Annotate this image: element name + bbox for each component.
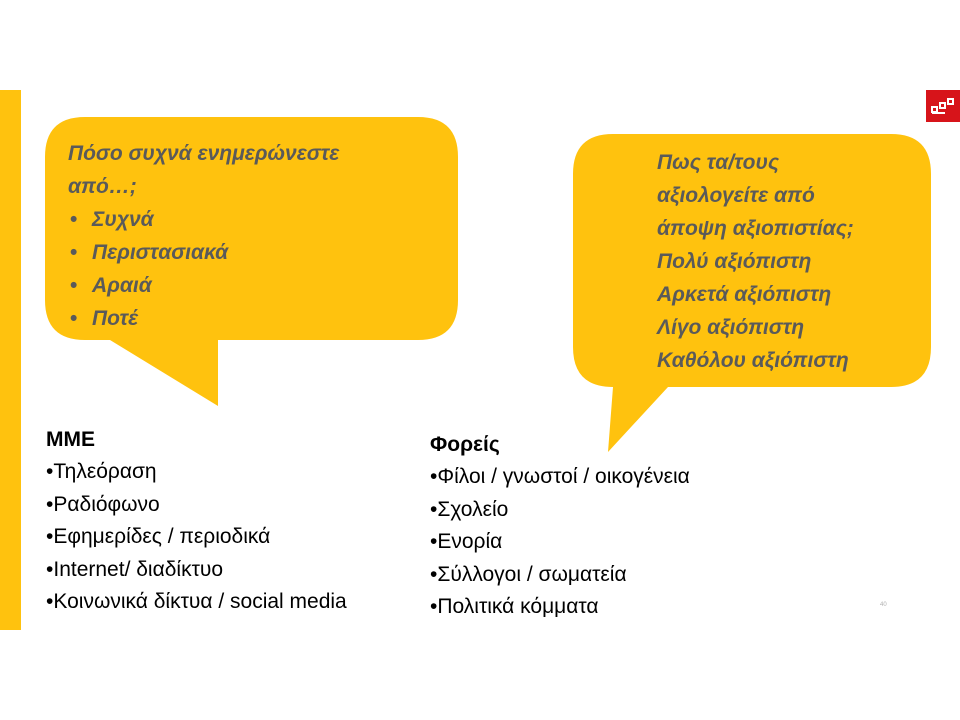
reliability-option: Αρκετά αξιόπιστη bbox=[657, 283, 832, 306]
media-list-block bbox=[46, 424, 347, 619]
agencies-list-item: • Ενορία bbox=[430, 526, 690, 559]
frequency-option: • Συχνά bbox=[68, 203, 339, 236]
frequency-option: • Αραιά bbox=[68, 269, 339, 302]
agencies-list-item: • Πολιτικά κόμματα bbox=[430, 591, 690, 624]
frequency-question-line1: Πόσο συχνά ενημερώνεστε bbox=[68, 142, 340, 165]
frequency-options-list bbox=[68, 203, 339, 335]
frequency-question-line2: από…; bbox=[68, 175, 137, 198]
reliability-line: Πως τα/τους bbox=[657, 151, 780, 174]
media-list-item: • Internet/ διαδίκτυο bbox=[46, 554, 347, 587]
agencies-list-item: • Σύλλογοι / σωματεία bbox=[430, 559, 690, 592]
frequency-question-block bbox=[68, 137, 339, 335]
media-list bbox=[46, 456, 347, 619]
agencies-list-block bbox=[430, 429, 690, 624]
reliability-question-block bbox=[657, 146, 854, 377]
reliability-line: άποψη αξιοπιστίας; bbox=[657, 217, 854, 240]
media-list-item: • Εφημερίδες / περιοδικά bbox=[46, 521, 347, 554]
frequency-option: • Περιστασιακά bbox=[68, 236, 339, 269]
reliability-line: αξιολογείτε από bbox=[657, 184, 815, 207]
media-list-item: • Κοινωνικά δίκτυα / social media bbox=[46, 586, 347, 619]
agencies-heading: Φορείς bbox=[430, 433, 500, 456]
agencies-list bbox=[430, 461, 690, 624]
media-heading: ΜΜΕ bbox=[46, 428, 95, 451]
frequency-option: • Ποτέ bbox=[68, 302, 339, 335]
reliability-option: Καθόλου αξιόπιστη bbox=[657, 349, 849, 372]
reliability-option: Λίγο αξιόπιστη bbox=[657, 316, 805, 339]
reliability-option: Πολύ αξιόπιστη bbox=[657, 250, 812, 273]
agencies-list-item: • Σχολείο bbox=[430, 494, 690, 527]
page-number: 40 bbox=[880, 602, 887, 608]
media-list-item: • Ραδιόφωνο bbox=[46, 489, 347, 522]
media-list-item: • Τηλεόραση bbox=[46, 456, 347, 489]
agencies-list-item: • Φίλοι / γνωστοί / οικογένεια bbox=[430, 461, 690, 494]
